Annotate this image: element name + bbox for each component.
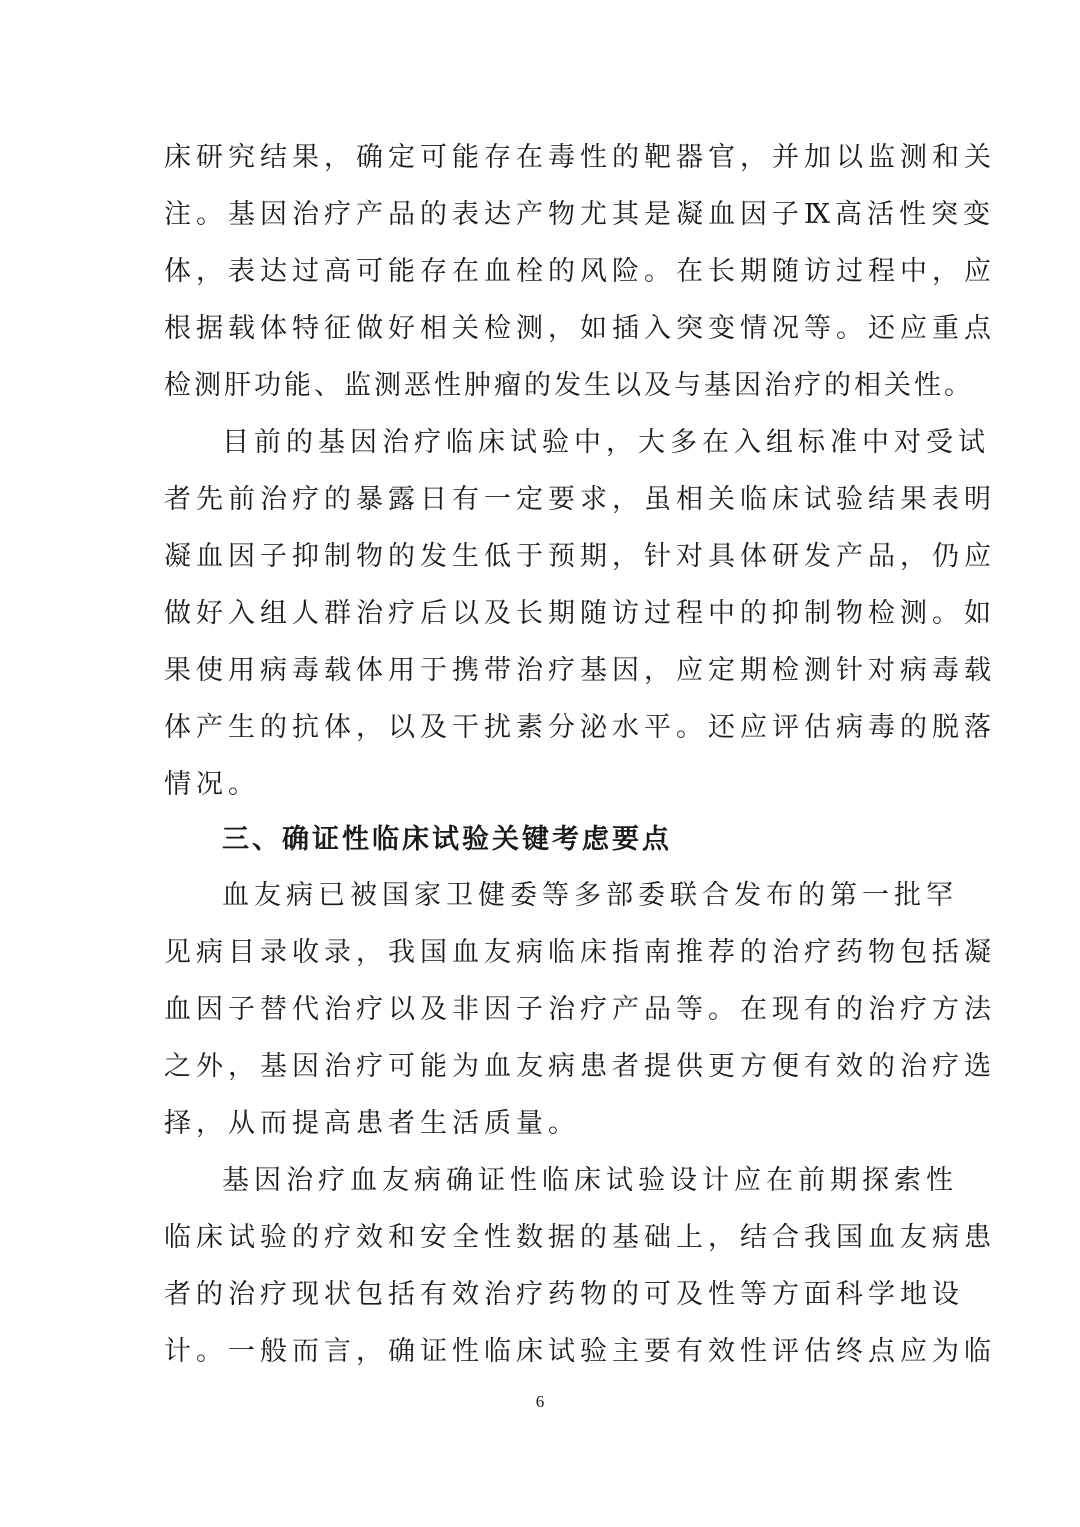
- text-line: 情况。: [164, 769, 260, 800]
- text-line: 注。基因治疗产品的表达产物尤其是凝血因子Ⅸ高活性突变: [164, 199, 996, 230]
- text-line: 床研究结果，确定可能存在毒性的靶器官，并加以监测和关: [164, 142, 996, 173]
- text-line: 检测肝功能、监测恶性肿瘤的发生以及与基因治疗的相关性。: [164, 370, 974, 401]
- section-heading: 三、确证性临床试验关键考虑要点: [222, 824, 672, 855]
- text-line: 临床试验的疗效和安全性数据的基础上，结合我国血友病患: [164, 1222, 996, 1253]
- text-line: 择，从而提高患者生活质量。: [164, 1108, 580, 1139]
- text-line: 血因子替代治疗以及非因子治疗产品等。在现有的治疗方法: [164, 994, 996, 1025]
- text-line: 体，表达过高可能存在血栓的风险。在长期随访过程中，应: [164, 256, 996, 287]
- text-line: 做好入组人群治疗后以及长期随访过程中的抑制物检测。如: [164, 598, 996, 629]
- text-line: 血友病已被国家卫健委等多部委联合发布的第一批罕: [222, 880, 958, 911]
- text-line: 计。一般而言，确证性临床试验主要有效性评估终点应为临: [164, 1336, 996, 1367]
- text-line: 体产生的抗体，以及干扰素分泌水平。还应评估病毒的脱落: [164, 712, 996, 743]
- text-line: 见病目录收录，我国血友病临床指南推荐的治疗药物包括凝: [164, 937, 996, 968]
- text-line: 基因治疗血友病确证性临床试验设计应在前期探索性: [222, 1165, 958, 1196]
- text-line: 果使用病毒载体用于携带治疗基因，应定期检测针对病毒载: [164, 655, 996, 686]
- text-line: 者先前治疗的暴露日有一定要求，虽相关临床试验结果表明: [164, 484, 996, 515]
- text-line: 根据载体特征做好相关检测，如插入突变情况等。还应重点: [164, 313, 996, 344]
- text-line: 目前的基因治疗临床试验中，大多在入组标准中对受试: [222, 427, 990, 458]
- text-line: 凝血因子抑制物的发生低于预期，针对具体研发产品，仍应: [164, 541, 996, 572]
- page-number: 6: [535, 1392, 545, 1411]
- text-line: 之外，基因治疗可能为血友病患者提供更方便有效的治疗选: [164, 1051, 996, 1082]
- text-line: 者的治疗现状包括有效治疗药物的可及性等方面科学地设: [164, 1279, 964, 1310]
